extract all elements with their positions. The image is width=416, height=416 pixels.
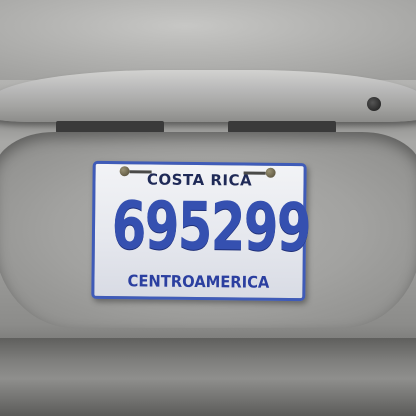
rear-bumper bbox=[0, 338, 416, 416]
trunk-lid bbox=[0, 0, 416, 80]
trunk-lock bbox=[367, 97, 381, 111]
license-plate bbox=[91, 161, 311, 301]
plate-country: COSTA RICA bbox=[146, 170, 253, 190]
trunk-lip bbox=[0, 70, 416, 122]
plate-number: 695299 bbox=[111, 187, 311, 267]
plate-region: CENTROAMERICA bbox=[127, 271, 270, 292]
